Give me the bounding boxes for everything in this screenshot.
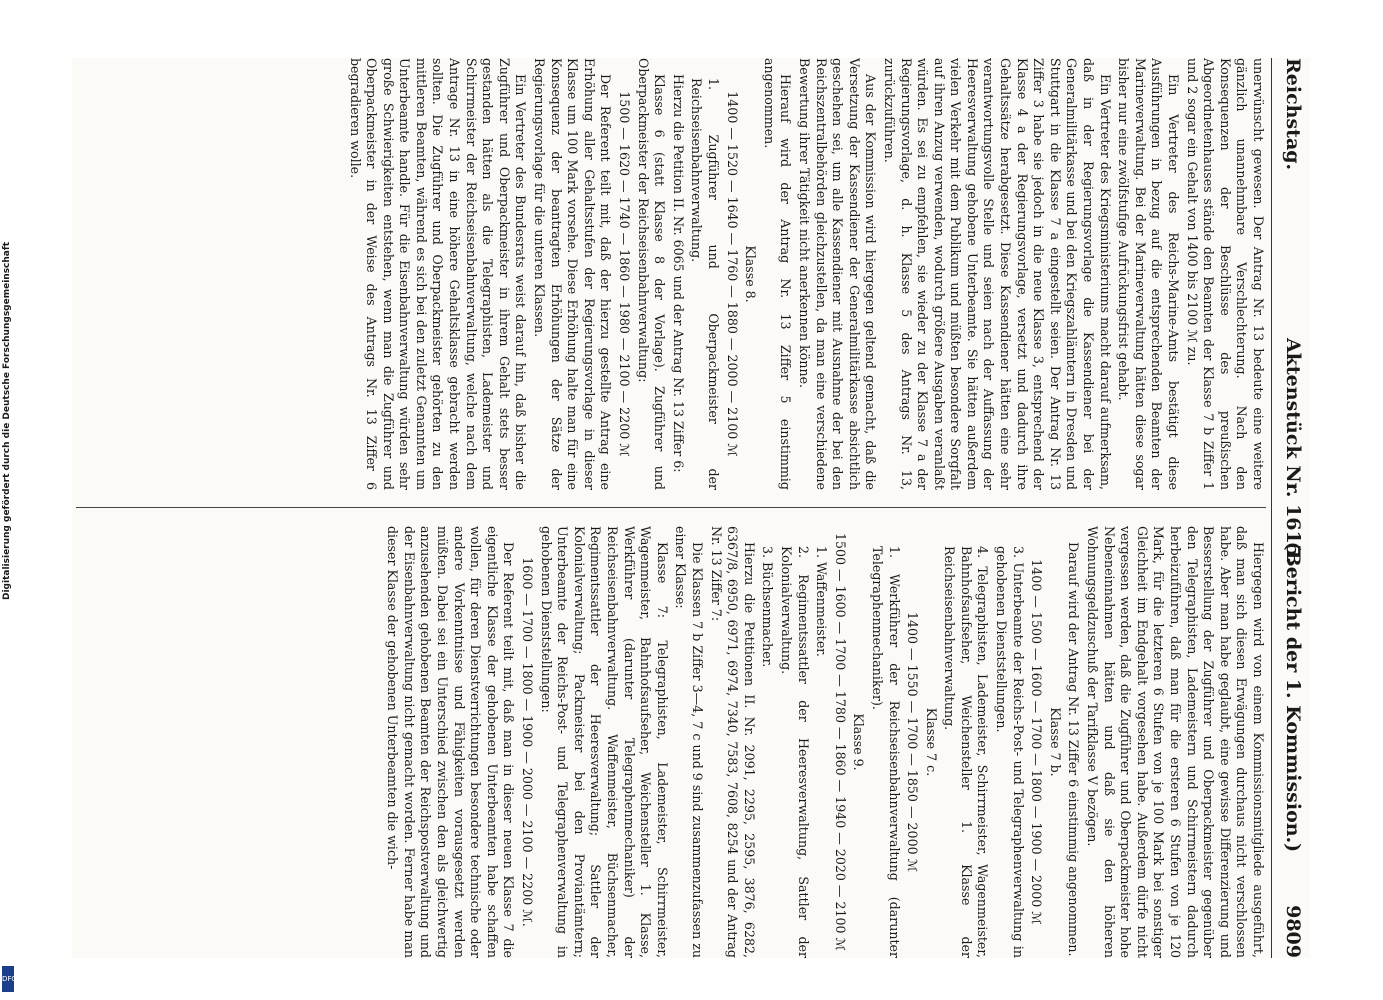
klasse-item: 1. Werkführer der Reichseisenbahnverwaltung (darunter Telegraphenmechaniker). bbox=[869, 546, 902, 958]
digitization-sidebar bbox=[2, 0, 17, 1000]
paragraph: Der Referent teilt mit, daß man in dieser neuen Klasse 7 die eigentliche Klasse der gehobenen Unterbeamten habe schaffen wollen, für deren Dienstverrichtungen besondere technische oder andere Vorkenntnisse und Fähigkeiten vorausgesetzt werden müßten. Dabei sei ein Unterschied zwischen den als gleichwertig anzusehenden gehobenen Beamten der Reichspostverwaltung und der Eisenbahnverwaltung nicht gemacht worden. Ferner habe man dieser Klasse der gehobenen Unterbeamten die wich- bbox=[385, 526, 517, 958]
klasse-item: 4. Telegraphisten, Lademeister, Schirrmeister, Wagenmeister, Bahnhofsaufseher, Weichensteller 1. Klasse der Reichseisenbahnverwaltung. bbox=[942, 546, 991, 958]
paragraph: Aus der Kommission wird hiergegen geltend gemacht, daß die Versetzung der Kassendiener der Generalmilitärkasse absichtlich geschehen sei, um alle Kassendiener mit Ausnahme der bei den Reichszentralbehörden gleichzustellen, da man eine verschiedene Bewertung ihrer Tätigkeit nicht anerkennen könne. bbox=[796, 58, 879, 490]
paragraph: Klasse 6 (statt Klasse 8 der Vorlage). Zugführer und Oberpackmeister der Reichseisenbahnverwaltung: bbox=[635, 58, 668, 490]
right-column bbox=[76, 526, 1266, 958]
document-page bbox=[72, 58, 1310, 958]
salary-scale: 1600 — 1700 — 1800 — 1900 — 2000 — 2100 — 2200 ℳ. bbox=[520, 557, 536, 927]
page-header bbox=[1271, 58, 1310, 958]
salary-scale: 1400 — 1550 — 1700 — 1850 — 2000 ℳ bbox=[905, 611, 921, 873]
salary-scale: 1500 — 1600 — 1700 — 1780 — 1860 — 1940 — 2020 — 2100 ℳ bbox=[832, 532, 848, 952]
klasse-item: 3. Unterbeamte der Reichs-Post- und Telegraphenverwaltung in gehobenen Dienststellungen. bbox=[994, 546, 1026, 958]
paragraph: Der Referent teilt mit, daß der hierzu gestellte Antrag eine Erhöhung aller Gehaltsstufen der Regierungsvorlage in dieser Klasse um 100 Mark vorsehe. Diese Erhöhung halte man für eine Konsequenz der beantragten Erhöhungen der Sätze der Regierungsvorlage für die unteren Klassen. bbox=[532, 58, 614, 490]
klasse-item: 1. Waffenmeister. bbox=[814, 546, 830, 657]
paragraph: Klasse 7: Telegraphisten, Lademeister, Schirrmeister, Wagenmeister, Bahnhofsaufseher, Weichensteller 1. Klasse, Werkführer (darunter Telegraphenmechaniker) der Reichseisenbahnverwaltung. Waffenmeister, Büchsenmacher, Regimentssattler der Heeresverwaltung; Sattler der Kolonialverwaltung; Packmeister bei den Proviantämtern; Unterbeamte der Reichs-Post- und Telegraphenverwaltung in gehobenen Dienststellungen: bbox=[538, 526, 670, 958]
header-right bbox=[1282, 542, 1304, 958]
paragraph: Hierauf wird der Antrag Nr. 13 Ziffer 5 einstimmig angenommen. bbox=[761, 58, 794, 490]
header-aktenstueck: Aktenstück Nr. 1615. bbox=[1282, 338, 1304, 564]
salary-scale: 1400 — 1500 — 1600 — 1700 — 1800 — 1900 — 2000 ℳ bbox=[1029, 559, 1045, 925]
klasse-item: 2. Regimentssattler der Heeresverwaltung, Sattler der Kolonialverwaltung. bbox=[778, 546, 811, 958]
dfg-logo: DFG bbox=[2, 966, 14, 992]
paragraph: Ein Vertreter des Bundesrats weist darauf hin, daß bisher die Zugführer und Oberpackmeister in ihrem Gehalt stets besser gestanden hätten als die Telegraphisten, Lademeister und Schirrmeister der Reichseisenbahnverwaltung, welche nach dem Antrage Nr. 13 in eine höhere Gehaltsklasse gebracht werden sollten. Die Zugführer und Oberpackmeister gehörten zu den mittleren Beamten, während es sich bei den zuletzt Genannten um Unterbeamte handle. Für die Eisenbahnverwaltung würden sehr große Schwierigkeiten entstehen, wenn man die Zugführer und Oberpackmeister in der Weise des Antrags Nr. 13 Ziffer 6 begradieren wolle. bbox=[347, 58, 529, 490]
klasse-heading: Klasse 7 c. bbox=[923, 707, 939, 777]
klasse-heading: Klasse 9. bbox=[851, 713, 867, 771]
column-divider bbox=[76, 507, 1266, 508]
paragraph: Ein Vertreter des Reichs-Marine-Amts bestätigt diese Ausführungen in bezug auf die entsprechenden Beamten der Marineverwaltung. Bei der Marineverwaltung hätten diese sogar bisher nur eine zwölfstufige Aufrückungsfrist gehabt. bbox=[1116, 58, 1182, 490]
paragraph: Ein Vertreter des Kriegsministeriums macht darauf aufmerksam, daß in der Regierungsvorlage die Kassendiener bei der Generalmilitärkasse und bei den Kriegszahlämtern in Dresden und Stuttgart in die Klasse 7 a eingestellt seien. Der Antrag Nr. 13 Ziffer 3 habe sie jedoch in die neue Klasse 3, entsprechend der Klasse 4 a der Regierungsvorlage, versetzt und dadurch ihre Gehaltssätze herabgesetzt. Diese Kassendiener hätten eine sehr verantwortungsvolle Stelle und seien nach der Auffassung der Heeresverwaltung gehobene Unterbeamte. Sie hätten außerdem vielen Verkehr mit dem Publikum und müßten besondere Sorgfalt auf ihren Anzug verwenden, wodurch größere Ausgaben veranlaßt würden. Es sei zu empfehlen, sie wieder zu der Klasse 7 a der Regierungsvorlage, d. h. Klasse 5 des Antrags Nr. 13, zurückzuführen. bbox=[881, 58, 1113, 490]
klasse-heading: Klasse 8. bbox=[743, 245, 759, 303]
paragraph: Die Klassen 7 b Ziffer 3—4, 7 c und 9 sind zusammenzufassen zu einer Klasse: bbox=[673, 526, 705, 958]
header-reichstag: Reichstag. bbox=[1282, 58, 1304, 171]
digitization-credit: Digitalisierung gefördert durch die Deutsche Forschungsgemeinschaft bbox=[2, 241, 12, 600]
paragraph: unerwünscht gewesen. Der Antrag Nr. 13 bedeute eine weitere gänzlich unannehmbare Verschlechterung. Nach den Konsequenzen der Beschlüsse des preußischen Abgeordnetenhauses stände den Beamten der Klasse 7 b Ziffer 1 und 2 sogar ein Gehalt von 1400 bis 2100 ℳ zu. bbox=[1184, 58, 1266, 490]
salary-scale: 1400 — 1520 — 1640 — 1760 — 1880 — 2000 — 2100 ℳ bbox=[724, 91, 740, 457]
header-bericht: (Bericht der 1. Kommission.) bbox=[1282, 541, 1304, 853]
paragraph: Hierzu die Petitionen II. Nr. 2091, 2295, 2595, 3876, 6282, 6367/8, 6950, 6971, 6974, 7340, 7583, 7608, 8254 und der Antrag Nr. 13 Ziffer 7: bbox=[708, 526, 757, 958]
klasse-item: 3. Büchsenmacher. bbox=[760, 546, 776, 668]
salary-scale: 1500 — 1620 — 1740 — 1860 — 1980 — 2100 — 2200 ℳ bbox=[617, 91, 633, 457]
paragraph: Hiergegen wird von einem Kommissionsmitgliede ausgeführt, daß man sich diesen Erwägungen durchaus nicht verschlossen habe. Aber man habe geglaubt, eine gewisse Differenzierung und Besserstellung der Zugführer und Oberpackmeister gegenüber den Telegraphisten, Lademeistern und Schirrmeistern dadurch herbeizuführen, daß man für die ersteren 6 Stufen von je 120 Mark, für die letzteren 6 Stufen von je 100 Mark bei sonstiger Gleichheit im Endgehalt vorgesehen habe. Außerdem dürfe nicht vergessen werden, daß die Zugführer und Oberpackmeister hohe Nebeneinnahmen hätten und daß sie den höheren Wohnungsgeldzuschuß der Tarifklasse V bezögen. bbox=[1085, 526, 1266, 958]
left-column bbox=[76, 58, 1266, 490]
paragraph: Darauf wird der Antrag Nr. 13 Ziffer 6 einstimmig angenommen. bbox=[1066, 542, 1082, 957]
klasse-heading: Klasse 7 b. bbox=[1047, 707, 1063, 777]
klasse-item: 1. Zugführer und Oberpackmeister der Reichseisenbahnverwaltung. bbox=[689, 78, 721, 490]
page-number: 9809 bbox=[1282, 905, 1304, 958]
paragraph: Hierzu die Petition II. Nr. 6065 und der Antrag Nr. 13 Ziffer 6: bbox=[670, 74, 686, 473]
